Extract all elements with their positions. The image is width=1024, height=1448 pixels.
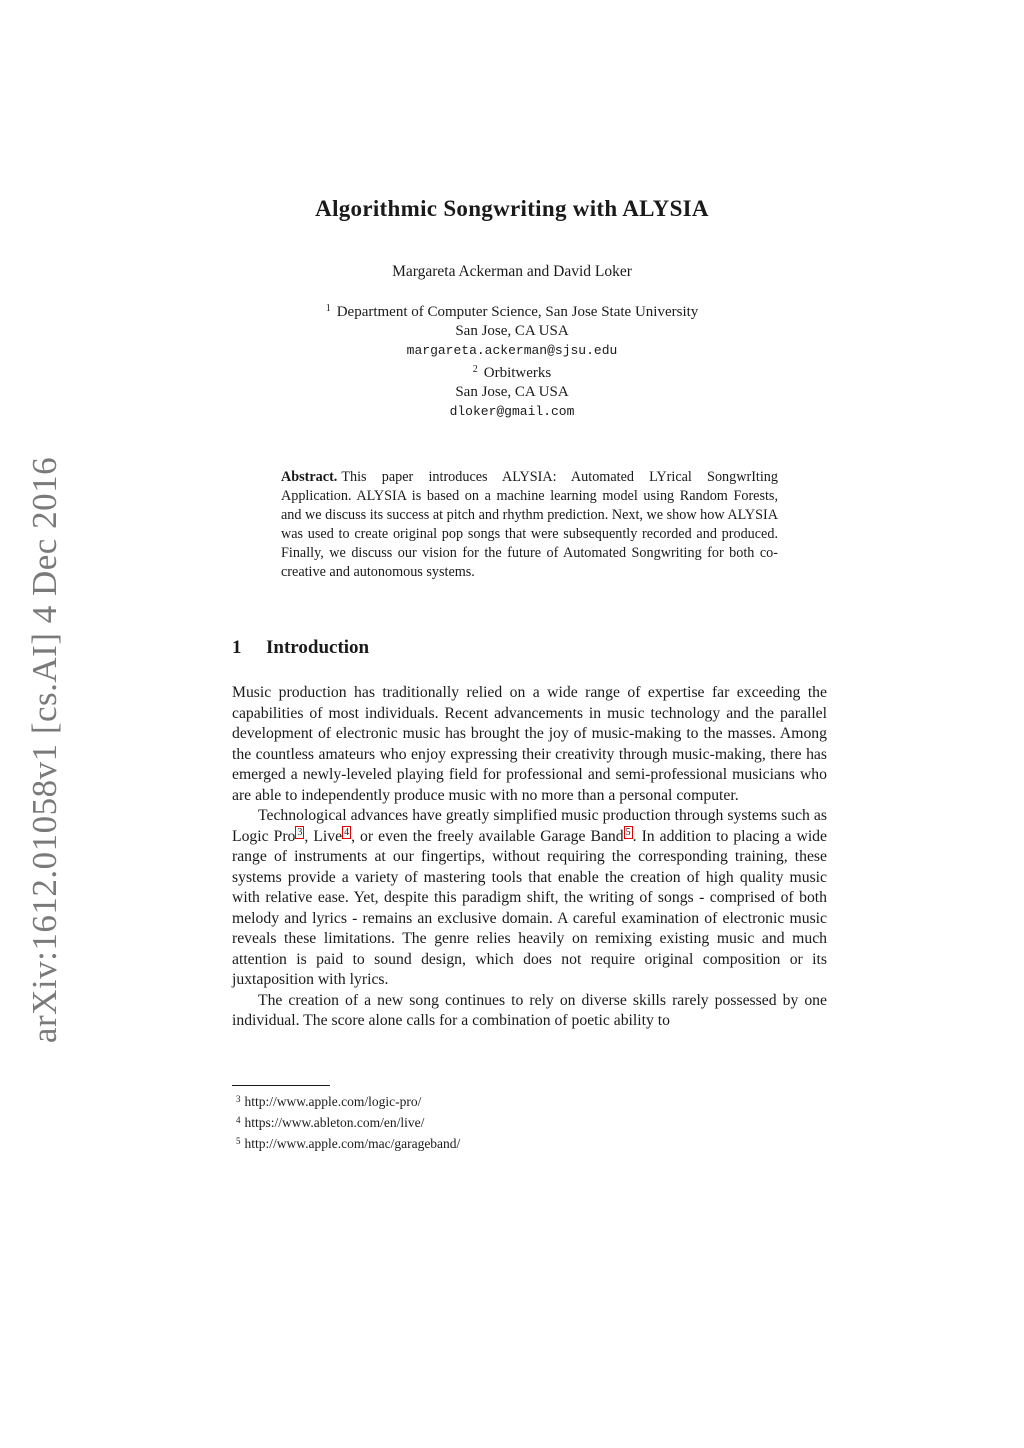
abstract (281, 468, 778, 582)
affiliation-1-email: margareta.ackerman@sjsu.edu (406, 343, 618, 358)
affiliation-1-mark: 1 (325, 303, 331, 314)
abstract-text: This paper introduces ALYSIA: Automated LYrical SongwrIting Application. ALYSIA is based on a machine learning model using Random Forests, and we discuss its success at pitch and rhythm prediction. Next, we show how ALYSIA was used to create original pop songs that were subsequently recorded and produced. Finally, we discuss our vision for the future of Automated Songwriting for both co-creative and autonomous systems. (281, 469, 778, 580)
footnote-mark: 4 (236, 1115, 241, 1125)
affiliation-2-org: $^2$ Orbitwerks (472, 364, 552, 381)
arxiv-identifier-stamp: arXiv:1612.01058v1 [cs.AI] 4 Dec 2016 (25, 456, 64, 1044)
affiliations (0, 299, 1024, 421)
section-heading-introduction (232, 637, 369, 659)
paper-title: Algorithmic Songwriting with ALYSIA (315, 196, 709, 221)
paragraph-2: Technological advances have greatly simplified music production through systems such as Logic Pro $^3$ , Live $^4$ , or even the freely available Garage Band $^5$ . In addition to placing a wide range of instruments at our fingertips, without requiring the corresponding training, these systems provide a variety of mastering tools that enable the creation of high quality music with relative ease. Yet, despite this paradigm shift, the writing of songs - comprised of both melody and lyrics - remains an exclusive domain. A careful examination of electronic music reveals these limitations. The genre relies heavily on remixing existing music and much attention is paid to sound design, which does not require original composition or its juxtaposition with lyrics. (232, 807, 827, 988)
affiliation-2-mark: 2 (472, 364, 478, 375)
footnote-ref-5[interactable]: 5 (625, 826, 631, 838)
footnote-mark: 3 (236, 1094, 241, 1104)
affiliation-1-dept: $^1$ Department of Computer Science, San Jose State University (325, 303, 699, 320)
affiliation-2-city: San Jose, CA USA (455, 384, 569, 400)
footnotes (236, 1090, 460, 1153)
footnote-link[interactable]: http://www.apple.com/mac/garageband/ (244, 1136, 461, 1151)
affiliation-2-email: dloker@gmail.com (449, 404, 575, 419)
paragraph-1: Music production has traditionally relied on a wide range of expertise far exceeding the capabilities of most individuals. Recent advancements in music technology and the parallel development of electronic music has brought the joy of music-making to the masses. Among the countless amateurs who enjoy expressing their creativity through music-making, there has emerged a newly-leveled playing field for professional and semi-professional musicians who are able to independently produce music with no more than a personal computer. (232, 684, 827, 804)
section-title: Introduction (266, 637, 370, 658)
footnote-ref-4[interactable]: 4 (344, 826, 350, 838)
footnote-mark: 5 (236, 1136, 241, 1146)
affiliation-1-city: San Jose, CA USA (455, 323, 569, 339)
footnote-link[interactable]: https://www.ableton.com/en/live/ (244, 1115, 425, 1130)
footnote-3 (236, 1090, 460, 1111)
paragraph-3: The creation of a new song continues to rely on diverse skills rarely possessed by one individual. The score alone calls for a combination of poetic ability to (232, 991, 827, 1029)
footnote-5 (236, 1132, 460, 1153)
footnote-ref-3[interactable]: 3 (297, 826, 303, 838)
section-number: 1 (232, 637, 242, 658)
footnote-link[interactable]: http://www.apple.com/logic-pro/ (244, 1094, 422, 1109)
footnote-divider (232, 1085, 330, 1086)
author-list: Margareta Ackerman and David Loker (392, 263, 632, 280)
abstract-label: Abstract. (281, 469, 338, 485)
introduction-body (232, 683, 827, 1032)
footnote-4 (236, 1111, 460, 1132)
